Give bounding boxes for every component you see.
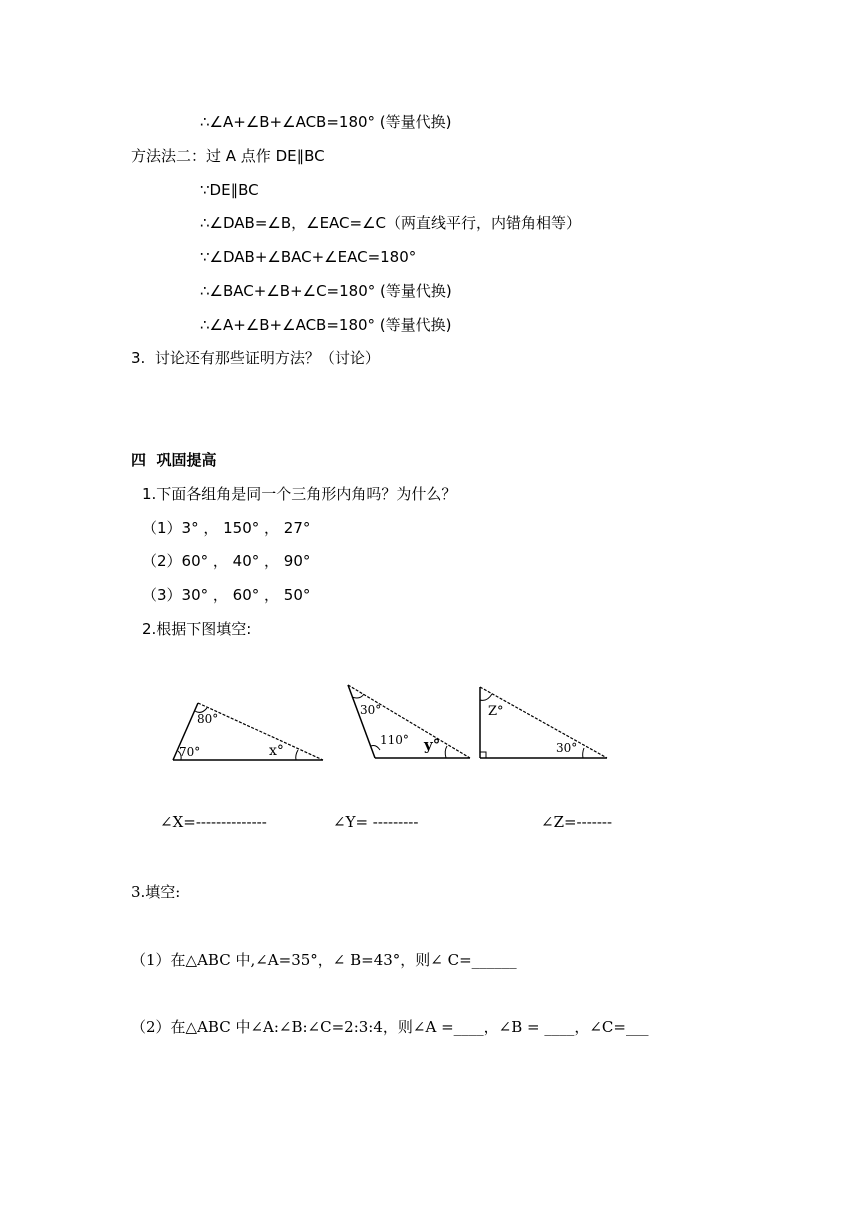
proof-m1-conclusion: ∴∠A+∠B+∠ACB=180° (等量代换) [200, 113, 452, 131]
question-1-item-3: （3）30° ， 60° ， 50° [142, 586, 311, 604]
triangle-y-arc-right [445, 746, 447, 758]
proof-m2-title: 方法法二：过 A 点作 DE∥BC [131, 147, 325, 165]
triangle-figure-x [165, 695, 330, 770]
section-heading: 四 巩固提高 [131, 451, 217, 469]
triangle-z-arc-right [583, 748, 584, 758]
triangle-figure-z [472, 682, 612, 767]
discussion-prompt: 3. 讨论还有那些证明方法？（讨论） [131, 349, 380, 367]
triangle-z-label-top: Z° [488, 704, 504, 719]
triangle-x-label-left: 70° [179, 745, 201, 759]
proof-m2-step4: ∴∠BAC+∠B+∠C=180° (等量代换) [200, 282, 452, 300]
question-3-part-2: （2）在△ABC 中∠A:∠B:∠C=2:3:4，则∠A =____，∠B = ____，∠C=___ [131, 1018, 649, 1036]
triangle-x-arc-right [296, 750, 298, 760]
triangle-y-label-unknown: y° [424, 736, 441, 754]
question-3: 3.填空: [131, 883, 181, 901]
triangle-y-arc-top [352, 694, 364, 698]
proof-m2-step5: ∴∠A+∠B+∠ACB=180° (等量代换) [200, 316, 452, 334]
answer-y-blank: ∠Y= --------- [333, 813, 419, 831]
question-2: 2.根据下图填空: [142, 620, 252, 638]
answer-z-blank: ∠Z=------- [541, 813, 613, 831]
question-1-item-2: （2）60° ， 40° ， 90° [142, 552, 311, 570]
triangle-z-label-right: 30° [556, 741, 578, 755]
triangle-z-hypotenuse [480, 687, 607, 758]
triangle-figure-y [340, 680, 475, 765]
triangle-x-label-unknown: x° [269, 743, 284, 759]
triangle-z-arc-top [480, 694, 492, 700]
triangle-y-label-top: 30° [360, 703, 382, 717]
triangle-x-label-top: 80° [197, 712, 219, 726]
answer-x-blank: ∠X=-------------- [160, 813, 267, 831]
question-1: 1.下面各组角是同一个三角形内角吗？为什么？ [142, 485, 457, 503]
triangle-y-hypotenuse [348, 685, 470, 758]
proof-m2-step1: ∵DE∥BC [200, 181, 259, 199]
triangle-y-label-left: 110° [380, 733, 409, 747]
question-3-part-1: （1）在△ABC 中,∠A=35°，∠ B=43°，则∠ C=______ [131, 951, 517, 969]
question-1-item-1: （1）3° ， 150° ， 27° [142, 519, 311, 537]
proof-m2-step3: ∵∠DAB+∠BAC+∠EAC=180° [200, 248, 417, 266]
triangle-z-right-angle-mark [480, 752, 486, 758]
triangle-y-left-side [348, 685, 375, 758]
proof-m2-step2: ∴∠DAB=∠B，∠EAC=∠C（两直线平行，内错角相等） [200, 214, 582, 232]
